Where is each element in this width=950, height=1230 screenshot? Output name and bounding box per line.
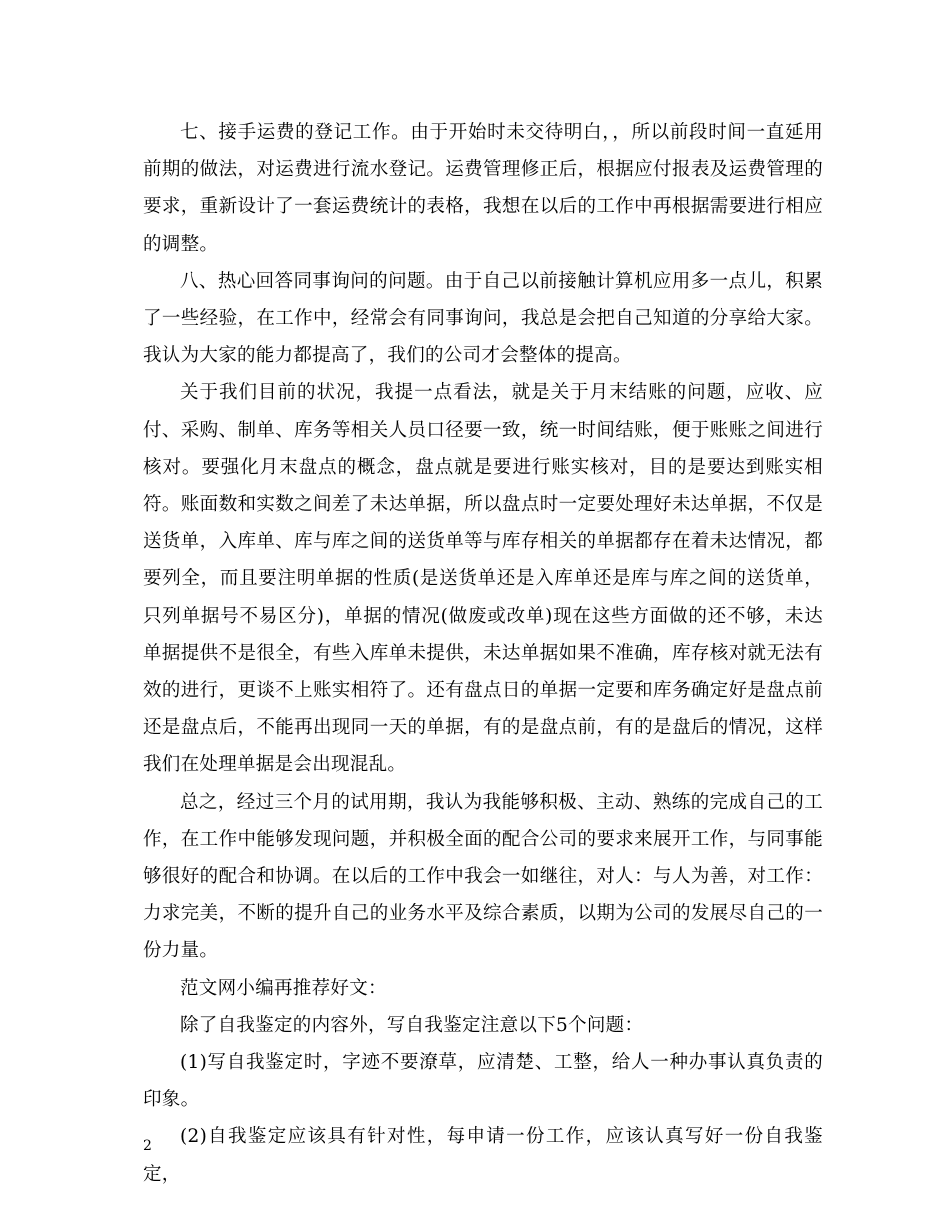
paragraph-summary: 总之，经过三个月的试用期，我认为我能够积极、主动、熟练的完成自己的工作，在工作中能够发现问题，并积极全面的配合公司的要求来展开工作，与同事能够很好的配合和协调。在以后的工作中我会一如继往，对人：与人为善，对工作：力求完美，不断的提升自己的业务水平及综合素质，以期为公司的发展尽自己的一份力量。: [143, 791, 823, 962]
page-number: 2: [143, 1138, 152, 1154]
paragraph-issue-2: (2)自我鉴定应该具有针对性，每申请一份工作，应该认真写好一份自我鉴定，: [143, 1126, 823, 1185]
document-page: [143, 114, 823, 1193]
paragraph-freight-registration: 七、接手运费的登记工作。由于开始时未交待明白，，所以前段时间一直延用前期的做法，对运费进行流水登记。运费管理修正后，根据应付报表及运费管理的要求，重新设计了一套运费统计的表格，我想在以后的工作中再根据需要进行相应的调整。: [143, 122, 823, 255]
paragraph-month-end-closing: 关于我们目前的状况，我提一点看法，就是关于月末结账的问题，应收、应付、采购、制单、库务等相关人员口径要一致，统一时间结账，便于账账之间进行核对。要强化月末盘点的概念，盘点就是要进行账实核对，目的是要达到账实相符。账面数和实数之间差了未达单据，所以盘点时一定要处理好未达单据，不仅是送货单，入库单、库与库之间的送货单等与库存相关的单据都存在着未达情况，都要列全，而且要注明单据的性质(是送货单还是入库单还是库与库之间的送货单，只列单据号不易区分)，单据的情况(做废或改单)现在这些方面做的还不够，未达单据提供不是很全，有些入库单未提供，未达单据如果不准确，库存核对就无法有效的进行，更谈不上账实相符了。还有盘点日的单据一定要和库务确定好是盘点前还是盘点后，不能再出现同一天的单据，有的是盘点前，有的是盘后的情况，这样我们在处理单据是会出现混乱。: [143, 382, 823, 776]
paragraph-issue-1: (1)写自我鉴定时，字迹不要潦草，应清楚、工整，给人一种办事认真负责的印象。: [143, 1052, 823, 1111]
paragraph-recommendation-heading: 范文网小编再推荐好文：: [180, 977, 387, 999]
paragraph-answering-colleagues: 八、热心回答同事询问的问题。由于自己以前接触计算机应用多一点儿，积累了一些经验，在工作中，经常会有同事询问，我总是会把自己知道的分享给大家。我认为大家的能力都提高了，我们的公司才会整体的提高。: [143, 270, 823, 367]
paragraph-five-issues-intro: 除了自我鉴定的内容外，写自我鉴定注意以下5个问题：: [180, 1014, 644, 1036]
